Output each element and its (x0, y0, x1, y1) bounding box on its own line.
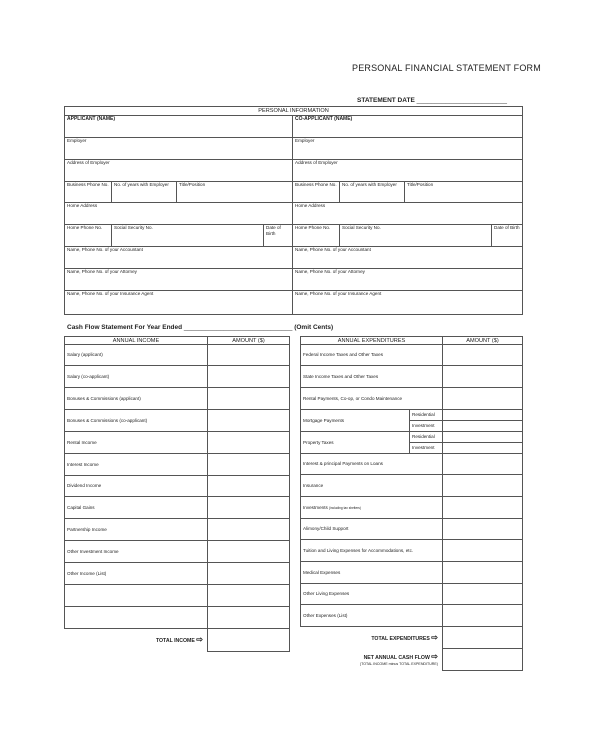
income-amount-header: AMOUNT ($) (208, 337, 290, 345)
exp-interest-loans: Interest & principal Payments on Loans (301, 454, 443, 475)
personal-info-table (64, 106, 523, 315)
mortgage-investment-label: Investment (410, 421, 443, 432)
co-applicant-employer-address-field[interactable]: Address of Employer (293, 160, 523, 182)
co-applicant-dob-field[interactable]: Date of Birth (492, 225, 523, 247)
arrow-right-icon: ⇨ (431, 632, 438, 642)
exp-amount-field[interactable] (443, 345, 523, 366)
total-exp-text: TOTAL EXPENDITURES (371, 635, 430, 642)
exp-other-list: Other Expenses (List) (301, 605, 443, 627)
co-applicant-attorney-field[interactable]: Name, Phone No. of your Attorney (293, 269, 523, 291)
exp-state-taxes: State Income Taxes and Other Taxes (301, 366, 443, 388)
applicant-business-phone-field[interactable]: Business Phone No. (65, 182, 112, 203)
total-income-text: TOTAL INCOME (155, 638, 195, 645)
income-amount-field[interactable] (208, 519, 290, 541)
arrow-right-icon: ⇨ (431, 651, 438, 661)
income-row (65, 585, 290, 607)
exp-investments-note: (including tax shelters) (329, 505, 361, 510)
co-applicant-insurance-agent-field[interactable]: Name, Phone No. of your Insurance Agent (293, 291, 523, 315)
exp-amount-field[interactable] (443, 540, 523, 562)
statement-date-field[interactable]: _________________________ (416, 97, 507, 104)
income-row (65, 454, 290, 476)
statement-date (357, 97, 507, 104)
income-row (65, 519, 290, 541)
co-applicant-ssn-field[interactable]: Social Security No. (340, 225, 492, 247)
income-label: Other Income (List) (65, 563, 208, 585)
applicant-title-field[interactable]: Title/Position (177, 182, 293, 203)
co-applicant-business-phone-field[interactable]: Business Phone No. (293, 182, 340, 203)
income-amount-field[interactable] (208, 476, 290, 497)
income-label: Rental Income (65, 432, 208, 454)
total-exp-amount[interactable] (443, 627, 523, 649)
cash-flow-title: Cash Flow Statement For Year Ended (67, 324, 183, 331)
income-amount-field[interactable] (208, 585, 290, 607)
exp-amount-field[interactable] (443, 605, 523, 627)
co-applicant-employer-field[interactable]: Employer (293, 138, 523, 160)
income-label: Bonuses & Commissions (co-applicant) (65, 410, 208, 432)
total-income-amount[interactable] (208, 629, 290, 652)
income-row (65, 541, 290, 563)
applicant-home-address-field[interactable]: Home Address (65, 203, 293, 225)
income-row (65, 476, 290, 497)
net-cash-flow-amount[interactable] (443, 649, 523, 671)
exp-amount-field[interactable] (443, 584, 523, 605)
exp-property-taxes: Property Taxes (301, 432, 410, 454)
applicant-dob-field[interactable]: Date of Birth (264, 225, 293, 247)
net-cash-flow-text: NET ANNUAL CASH FLOW (363, 654, 430, 661)
exp-amount-field[interactable] (443, 388, 523, 410)
income-amount-field[interactable] (208, 410, 290, 432)
co-applicant-name-field[interactable]: CO-APPLICANT (NAME) (293, 116, 523, 138)
annual-expenditures-table (300, 336, 523, 671)
property-investment-label: Investment (410, 443, 443, 454)
net-cash-flow-label (301, 649, 443, 671)
exp-amount-field[interactable] (443, 366, 523, 388)
income-row (65, 388, 290, 410)
income-label (65, 607, 208, 629)
exp-amount-field[interactable] (443, 421, 523, 432)
co-applicant-accountant-field[interactable]: Name, Phone No. of your Accountant (293, 247, 523, 269)
co-applicant-title-field[interactable]: Title/Position (405, 182, 523, 203)
statement-date-label: STATEMENT DATE (357, 97, 415, 104)
income-row (65, 563, 290, 585)
exp-amount-field[interactable] (443, 410, 523, 421)
exp-other-living: Other Living Expenses (301, 584, 443, 605)
income-label: Other Investment Income (65, 541, 208, 563)
exp-amount-field[interactable] (443, 443, 523, 454)
income-row (65, 410, 290, 432)
co-applicant-home-address-field[interactable]: Home Address (293, 203, 523, 225)
income-label: Dividend Income (65, 476, 208, 497)
applicant-home-phone-field[interactable]: Home Phone No. (65, 225, 112, 247)
form-title: PERSONAL FINANCIAL STATEMENT FORM (352, 63, 541, 73)
arrow-right-icon: ⇨ (196, 635, 203, 645)
exp-amount-field[interactable] (443, 497, 523, 519)
income-amount-field[interactable] (208, 563, 290, 585)
income-label: Partnership Income (65, 519, 208, 541)
income-row (65, 607, 290, 629)
applicant-ssn-field[interactable]: Social Security No. (112, 225, 264, 247)
property-residential-label: Residential (410, 432, 443, 443)
exp-investments-label: Investments (303, 504, 328, 510)
exp-federal-taxes: Federal Income Taxes and Other Taxes (301, 345, 443, 366)
exp-medical: Medical Expenses (301, 562, 443, 584)
co-applicant-home-phone-field[interactable]: Home Phone No. (293, 225, 340, 247)
net-cash-flow-sub: (TOTAL INCOME minus TOTAL EXPENDITURE) (359, 661, 438, 666)
applicant-employer-field[interactable]: Employer (65, 138, 293, 160)
omit-cents-note: (Omit Cents) (294, 324, 334, 331)
exp-investments (301, 497, 443, 519)
applicant-employer-address-field[interactable]: Address of Employer (65, 160, 293, 182)
exp-amount-field[interactable] (443, 432, 523, 443)
cash-flow-year-field[interactable]: ______________________________ (183, 324, 293, 331)
income-amount-field[interactable] (208, 454, 290, 476)
income-label (65, 585, 208, 607)
exp-amount-field[interactable] (443, 519, 523, 540)
exp-amount-header: AMOUNT ($) (443, 337, 523, 345)
income-header: ANNUAL INCOME (65, 337, 208, 345)
exp-alimony: Alimony/Child Support (301, 519, 443, 540)
exp-rental-payments: Rental Payments, Co-op, or Condo Maintenance (301, 388, 443, 410)
mortgage-residential-label: Residential (410, 410, 443, 421)
income-label: Capital Gains (65, 497, 208, 519)
income-label: Salary (applicant) (65, 345, 208, 366)
total-exp-label (301, 627, 443, 649)
income-amount-field[interactable] (208, 432, 290, 454)
applicant-attorney-field[interactable]: Name, Phone No. of your Attorney (65, 269, 293, 291)
income-amount-field[interactable] (208, 366, 290, 388)
exp-amount-field[interactable] (443, 562, 523, 584)
co-applicant-years-field[interactable]: No. of years with Employer (340, 182, 405, 203)
cash-flow-label (67, 324, 333, 331)
applicant-years-field[interactable]: No. of years with Employer (112, 182, 177, 203)
income-row (65, 497, 290, 519)
applicant-accountant-field[interactable]: Name, Phone No. of your Accountant (65, 247, 293, 269)
income-amount-field[interactable] (208, 345, 290, 366)
income-amount-field[interactable] (208, 541, 290, 563)
income-row (65, 345, 290, 366)
applicant-insurance-agent-field[interactable]: Name, Phone No. of your Insurance Agent (65, 291, 293, 315)
exp-tuition: Tuition and Living Expenses for Accommodations, etc. (301, 540, 443, 562)
exp-mortgage-payments: Mortgage Payments (301, 410, 410, 432)
applicant-name-field[interactable]: APPLICANT (NAME) (65, 116, 293, 138)
income-amount-field[interactable] (208, 388, 290, 410)
income-amount-field[interactable] (208, 497, 290, 519)
income-row (65, 432, 290, 454)
exp-header: ANNUAL EXPENDITURES (301, 337, 443, 345)
income-label: Interest Income (65, 454, 208, 476)
income-label: Bonuses & Commissions (applicant) (65, 388, 208, 410)
income-row (65, 366, 290, 388)
income-amount-field[interactable] (208, 607, 290, 629)
exp-insurance: Insurance (301, 475, 443, 497)
income-label: Salary (co-applicant) (65, 366, 208, 388)
annual-income-table (64, 336, 290, 652)
exp-amount-field[interactable] (443, 475, 523, 497)
total-income-label (65, 629, 208, 652)
exp-amount-field[interactable] (443, 454, 523, 475)
personal-info-header: PERSONAL INFORMATION (65, 107, 523, 116)
